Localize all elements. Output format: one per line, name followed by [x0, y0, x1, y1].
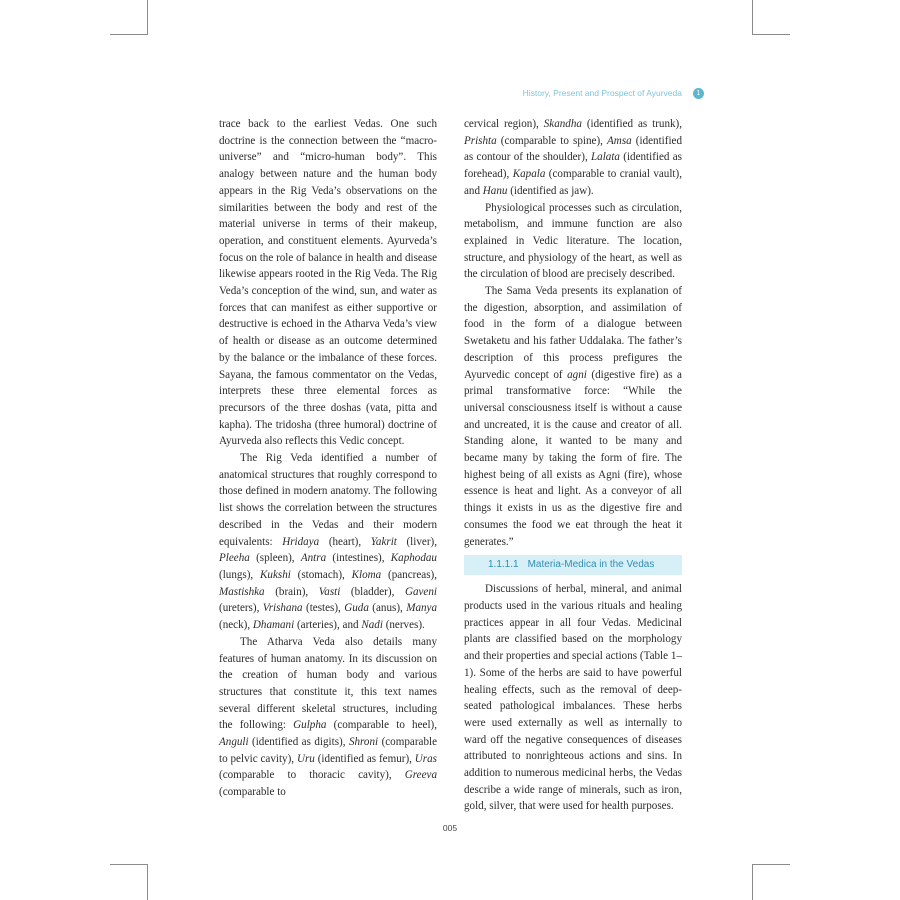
crop-mark-top-right-h	[752, 34, 790, 35]
paragraph-physiology: Physiological processes such as circulation, metabolism, and immune function are also explained in Vedic literature. The location, structure, and physiology of the heart, as well as the circulation of blood are precisely described.	[464, 201, 682, 281]
subsection-number: 1.1.1.1	[488, 558, 519, 570]
crop-mark-top-right-v	[752, 0, 753, 35]
crop-mark-bottom-left-h	[110, 864, 148, 865]
crop-mark-bottom-left-v	[147, 864, 148, 900]
chapter-badge: 1	[693, 88, 704, 99]
paragraph-materia-medica: Discussions of herbal, mineral, and animal products used in the various rituals and healing practices appear in all four Vedas. Medicinal plants are classified based on the morphology and their properties and special actions (Table 1–1). Some of the herbs are said to have powerful healing effects, such as the removal of deep-seated pathological imbalances. These herbs were used externally as well as internally to ward off the negative consequences of diseases attributed to nonrighteous actions and sins. In addition to numerous medicinal herbs, the Vedas describe a wide range of minerals, such as iron, gold, silver, that were used for health purposes.	[464, 583, 682, 813]
paragraph: trace back to the earliest Vedas. One such doctrine is the connection between the “macro-universe” and “micro-human body”. This analogy between nature and the human body appears in the Rig Veda’s observations on the similarities between the body and rest of the material universe in terms of their makeup, operation, and constituent elements. Ayurveda’s focus on the role of balance in health and disease likewise appears rooted in the Rig Veda. The Rig Veda’s conception of the wind, sun, and water as forces that can manifest as either supportive or destructive is echoed in the Atharva Veda’s view of health or disease as an outcome determined by the balance or the imbalance of these forces. Sayana, the famous commentator on the Vedas, interprets these three elemental forces as precursors of the three doshas (vata, pitta and kapha). The tridosha (three humoral) doctrine of Ayurveda also reflects this Vedic concept.	[219, 118, 437, 448]
paragraph-atharva-veda: The Atharva Veda also details many features of human anatomy. In its discussion on the creation of human body and various structures that constitute it, this text names several different skeletal structures, including the following: Gulpha (comparable to heel), Anguli (identified as digits), Shroni (comparable to pelvic cavity), Uru (identified as femur), Uras (comparable to thoracic cavity), Greeva (comparable to	[219, 635, 438, 799]
subsection-title: Materia-Medica in the Vedas	[527, 558, 655, 570]
crop-mark-top-left-h	[110, 34, 148, 35]
right-column	[464, 116, 682, 815]
left-column	[219, 116, 437, 801]
paragraph-sama-veda: The Sama Veda presents its explanation of the digestion, absorption, and assimilation of food in the form of a dialogue between Swetaketu and his father Uddalaka. The father’s description of this process prefigures the Ayurvedic concept of agni (digestive fire) as a primal transformative force: “While the universal consciousness itself is without a cause and uncreated, it is the cause and creator of all. Standing alone, it wanted to be many and became many by taking the form of fire. The highest being of all exists as Agni (fire), whose essence is heat and light. As a conveyor of all things it exists in us as the digestive fire and consumes the food we eat through the heat it generates.”	[464, 285, 682, 548]
running-head: History, Present and Prospect of Ayurveda	[522, 88, 682, 98]
crop-mark-top-left-v	[147, 0, 148, 35]
paragraph-anatomy-rig-veda: The Rig Veda identified a number of anatomical structures that roughly correspond to those defined in modern anatomy. The following list shows the correlation between the structures described in the Vedas and their modern equivalents: Hridaya (heart), Yakrit (liver), Pleeha (spleen), Antra (intestines), Kaphodau (lungs), Kukshi (stomach), Kloma (pancreas), Mastishka (brain), Vasti (bladder), Gaveni (ureters), Vrishana (testes), Guda (anus), Manya (neck), Dhamani (arteries), and Nadi (nerves).	[219, 452, 438, 632]
subsection-heading	[464, 555, 682, 575]
page-number: 005	[442, 823, 458, 833]
crop-mark-bottom-right-v	[752, 864, 753, 900]
crop-mark-bottom-right-h	[752, 864, 790, 865]
paragraph-continued: cervical region), Skandha (identified as trunk), Prishta (comparable to spine), Amsa (identified as contour of the shoulder), Lalata (identified as forehead), Kapala (comparable to cranial vault), and Hanu (identified as jaw).	[464, 118, 682, 197]
